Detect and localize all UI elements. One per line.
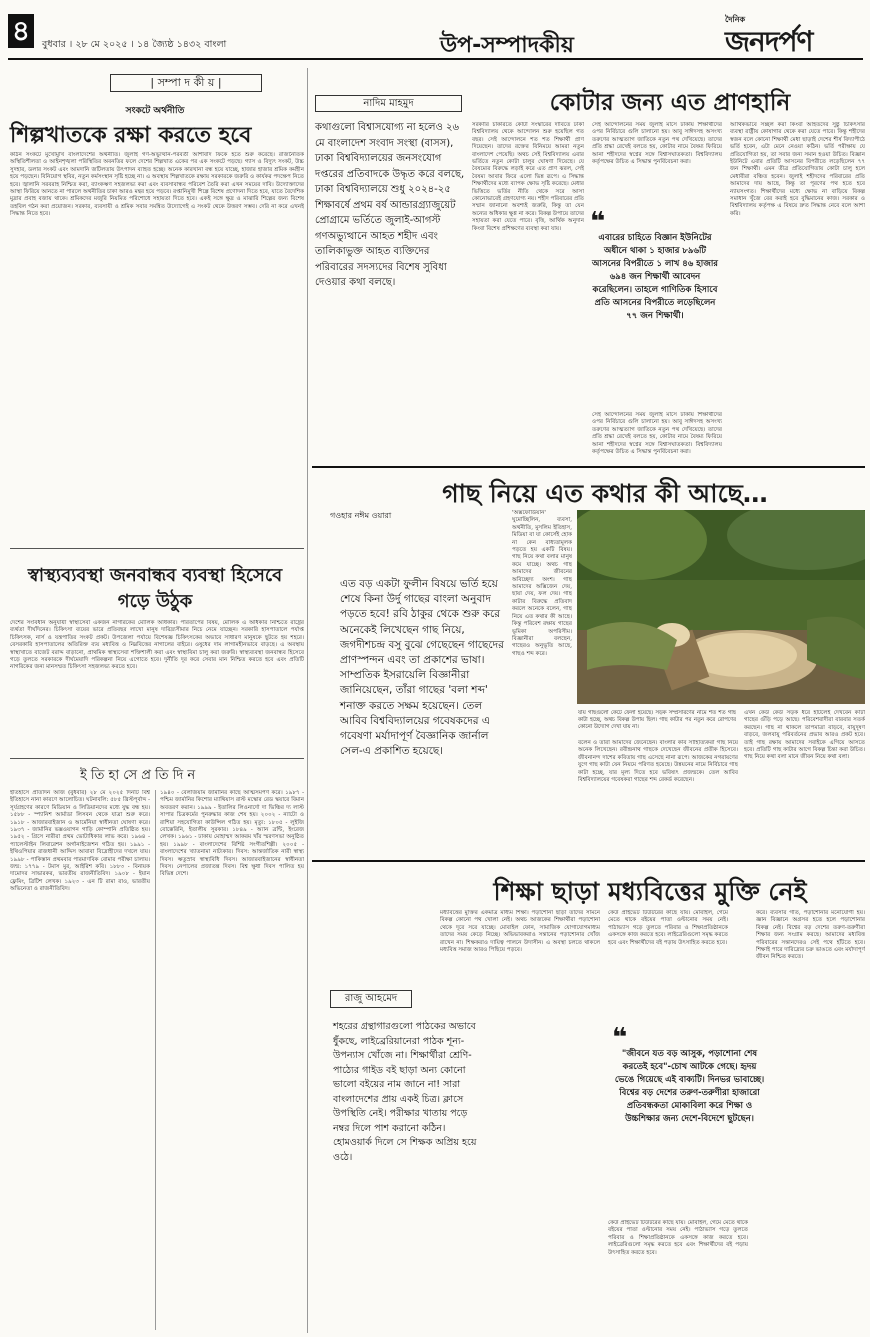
kotar-column-2-end: সেই আন্দোলনের সময় জুলাই মাসে ঢাকায় শিক্ষার্থীদের ওপর নির্বিচারে গুলি চালানো হয়। আবু সাঈদসহ অসংখ্য তরুণের আত্মত্যাগ জাতিকে নতুন পথ দেখিয়েছে। তাদের প্রতি শ্রদ্ধা রেখেই বলতে হয়, কোটার নামে বৈষম্য ফিরিয়ে আনা শহীদদের স্বপ্নের সঙ্গে বিশ্বাসঘাতকতা। বিশ্ববিদ্যালয় কর্তৃপক্ষের উচিত এ সিদ্ধান্ত পুনর্বিবেচনা করা। — [592, 412, 722, 456]
logo-main-text: জনদর্পণ — [725, 25, 813, 58]
kotar-headline: কোটার জন্য এত প্রাণহানি — [549, 90, 791, 116]
section-divider — [312, 860, 865, 862]
itihas-column-1: ইতিহাসে প্রতিদিন আজ (বুধবার) ২৮ মে ২০২৫ দিনটি বিশ্ব ইতিহাসে নানা কারণে আলোচিত। ঘটনাবলি: ৫৮৫ খ্রিস্টপূর্বাব্দ - সূর্যগ্রহণের কারণে মিডিয়ান ও লিডিয়ানদের মধ্যে যুদ্ধ বন্ধ হয়। ১৫৮৮ - স্প্যানিশ আর্মাডা লিসবন থেকে যাত্রা শুরু করে। ১৯১৮ - আজারবাইজান ও আর্মেনিয়া স্বাধীনতা ঘোষণা করে। ১৯৩৭ - জার্মানির ভক্সওয়াগন গাড়ি কোম্পানি প্রতিষ্ঠিত হয়। ১৯৫২ - গ্রিসে নারীরা প্রথম ভোটাধিকার লাভ করে। ১৯৬৪ - প্যালেস্টাইন লিবারেশন অর্গানাইজেশন গঠিত হয়। ১৯৯১ - ইথিওপিয়ার রাজধানী আদ্দিস আবাবা বিদ্রোহীদের দখলে যায়। ১৯৯৮ - পাকিস্তান প্রথমবার পারমাণবিক বোমার পরীক্ষা চালায়। জন্ম: ১৭৭৯ - টমাস মুর, আইরিশ কবি। ১৮৮৩ - বিনায়ক দামোদর সাভারকর, ভারতীয় রাজনীতিবিদ। ১৯০৮ - ইয়ান ফ্লেমিং, ব্রিটিশ লেখক। ১৯২৩ - এন টি রামা রাও, ভারতীয় অভিনেতা ও রাজনীতিবিদ। — [10, 790, 150, 893]
column-divider — [307, 68, 308, 1333]
logo-small-text: দৈনিক — [725, 15, 746, 24]
section-divider — [10, 758, 304, 759]
tree-photo — [577, 510, 865, 704]
masthead-logo — [725, 14, 863, 58]
editorial-kicker: সংকটে অর্থনীতি — [125, 106, 185, 116]
itihas-divider — [155, 790, 156, 1330]
shiksha-pullquote: শহরের গ্রন্থাগারগুলো পাঠকের অভাবে ধুঁকছে, লাইব্রেরিয়ানেরা পাঠক শূন্য-উপন্যাস খোঁজে না। শিক্ষার্থীরা শ্রেণি-পাঠ্যের গাইড বই ছাড়া অন্য কোনো ভালো বইয়ের নাম জানে না! সারা বাংলাদেশের প্রায় একই চিত্র। ক্লাসে উপস্থিতি নেই। পরীক্ষার খাতায় পড়ে নম্বর দিলে পাশ করানো কঠিন। হোমওয়ার্ক দিলে সে শিক্ষক অপ্রিয় হয়ে ওঠে। — [333, 1021, 477, 1163]
quote-mark-icon: ❝ — [590, 207, 606, 237]
editorial-body-1: কঠিন সংকটে মুখোমুখি বাংলাদেশের অর্থনীতি। জুলাই গণ-অভ্যুত্থান-পরবর্তী আশাবাদ ফিকে হতে শুরু করেছে। রাজনৈতিক অস্থিতিশীলতা ও আইনশৃঙ্খলা পরিস্থিতির অবনতির ফলে দেশের শিল্পখাত একের পর এক সংকটে পড়ছে। গ্যাস ও বিদ্যুৎ সংকট, উচ্চ সুদহার, ডলার সংকট এবং আমদানি জটিলতায় উৎপাদন ব্যাহত হচ্ছে। অনেক কারখানা বন্ধ হয়ে যাচ্ছে, হাজার হাজার শ্রমিক কর্মহীন হয়ে পড়ছেন। বিনিয়োগ স্থবির, নতুন কর্মসংস্থান সৃষ্টি হচ্ছে না। এ অবস্থায় শিল্পখাতকে রক্ষায় সরকারকে জরুরি ও কার্যকর পদক্ষেপ নিতে হবে। জ্বালানি সরবরাহ নিশ্চিত করা, ব্যাংকঋণ সহজলভ্য করা এবং ব্যবসাবান্ধব পরিবেশ তৈরি করা এখন সময়ের দাবি। উদ্যোক্তাদের আস্থা ফিরিয়ে আনতে না পারলে অর্থনীতির চাকা আরও মন্থর হয়ে পড়বে। রপ্তানিমুখী শিল্পে বিশেষ প্রণোদনা দিতে হবে, যাতে বৈদেশিক মুদ্রার প্রবাহ বজায় থাকে। শ্রমিকদের মজুরি নিয়মিত পরিশোধে সহায়তা দিতে হবে। একই সঙ্গে ক্ষুদ্র ও মাঝারি শিল্পের জন্য বিশেষ তহবিল গঠন করা প্রয়োজন। সরকার, ব্যবসায়ী ও শ্রমিক সবার সমন্বিত উদ্যোগেই এ সংকট থেকে উত্তরণ সম্ভব। দেরি না করে এখনই সিদ্ধান্ত নিতে হবে। — [10, 152, 304, 218]
kotar-column-3: আর্থিকভাবে সচ্ছল করা কিংবা আহতদের সুষ্ঠু চিকিৎসার ব্যবস্থা রাষ্ট্রীয় কোষাগার থেকে করা যেতে পারে। কিন্তু শহীদের স্বজন বলে কোনো শিক্ষার্থী মেধা ছাড়াই দেশের শীর্ষ বিদ্যাপীঠে ভর্তি হবেন, এটা মেনে নেওয়া কঠিন। ভর্তি পরীক্ষায় যে প্রতিযোগিতা হয়, তা সবার জন্য সমান হওয়া উচিত। বিজ্ঞান ইউনিটে এবার প্রতিটি আসনের বিপরীতে লড়েছিলেন ৭৭ জন শিক্ষার্থী। এমন তীব্র প্রতিযোগিতায় কোটা চালু হলে মেধাবীরা বঞ্চিত হবেন। জুলাই শহীদদের পরিবারের প্রতি আমাদের দায় আছে, কিন্তু তা পূরণের পথ হতে হবে ন্যায়সংগত। শিক্ষার্থীদের মধ্যে ক্ষোভ না বাড়িয়ে বিকল্প সমাধান খুঁজে বের করাই হবে বুদ্ধিমানের কাজ। সরকার ও বিশ্ববিদ্যালয় কর্তৃপক্ষ এ বিষয়ে দ্রুত সিদ্ধান্ত নেবে বলে আশা করি। — [730, 122, 865, 217]
itihas-column-2: ১৯৪০ - বেলজিয়াম জার্মানির কাছে আত্মসমর্পণ করে। ১৯৮৭ - পশ্চিম জার্মানির কিশোর ম্যাথিয়াস রাস্ট মস্কোর রেড স্কয়ারে বিমান অবতরণ করান। ১৯৯৯ - ইতালির লিওনার্দো দা ভিঞ্চির দ্য লাস্ট সাপার চিত্রকর্মের পুনরুদ্ধার কাজ শেষ হয়। ২০০২ - ন্যাটো ও রাশিয়া সহযোগিতা কাউন্সিল গঠিত হয়। মৃত্যু: ১৮০৫ - লুইজি বোক্কেরিনি, ইতালীয় সুরকার। ১৮৪৯ - অ্যান ব্রন্টি, ইংরেজ লেখক। ১৯৬১ - ঢাকায় মোহাম্মদ আকরম খাঁর স্মরণসভা অনুষ্ঠিত হয়। ১৯৯৮ - বাংলাদেশের বিশিষ্ট সংগীতশিল্পী। ২০০৫ - বাংলাদেশের খ্যাতনামা নাট্যকার। দিবস: আন্তর্জাতিক নারী স্বাস্থ্য দিবস। ঋতুস্রাব স্বাস্থ্যবিধি দিবস। আজারবাইজানের স্বাধীনতা দিবস। নেপালের প্রজাতন্ত্র দিবস। বিশ্ব ক্ষুধা দিবস পালিত হয় বিভিন্ন দেশে। — [160, 790, 304, 878]
kotar-column-2: সেই আন্দোলনের সময় জুলাই মাসে ঢাকায় শিক্ষার্থীদের ওপর নির্বিচারে গুলি চালানো হয়। আবু সাঈদসহ অসংখ্য তরুণের আত্মত্যাগ জাতিকে নতুন পথ দেখিয়েছে। তাদের প্রতি শ্রদ্ধা রেখেই বলতে হয়, কোটার নামে বৈষম্য ফিরিয়ে আনা শহীদদের স্বপ্নের সঙ্গে বিশ্বাসঘাতকতা। বিশ্ববিদ্যালয় কর্তৃপক্ষের উচিত এ সিদ্ধান্ত পুনর্বিবেচনা করা। — [592, 122, 722, 166]
kotar-column-1: সরকারি চাকরিতে কোটা সংস্কারের দাবিতে ঢাকা বিশ্ববিদ্যালয় থেকে আন্দোলন শুরু হয়েছিল গত বছর। সেই আন্দোলনে শত শত শিক্ষার্থী প্রাণ দিয়েছেন। তাদের রক্তের বিনিময়ে আমরা নতুন বাংলাদেশ পেয়েছি। অথচ সেই বিশ্ববিদ্যালয় এবার ভর্তিতে নতুন কোটা চালুর ঘোষণা দিয়েছে। যে বৈষম্যের বিরুদ্ধে লড়াই করে এত প্রাণ ঝরল, সেই বৈষম্য আবার ফিরে এলো ভিন্ন রূপে। এ সিদ্ধান্ত শিক্ষার্থীদের মধ্যে ব্যাপক ক্ষোভ সৃষ্টি করেছে। মেধার ভিত্তিতে ভর্তির নীতি থেকে সরে আসা কোনোভাবেই গ্রহণযোগ্য নয়। শহীদ পরিবারের প্রতি সম্মান জানানো অবশ্যই জরুরি, কিন্তু তা যেন অন্যের অধিকার ক্ষুণ্ণ না করে। বিকল্প উপায়ে তাদের সহায়তা করা যেতে পারে। বৃত্তি, আর্থিক অনুদান কিংবা বিশেষ প্রশিক্ষণের ব্যবস্থা করা যায়। — [472, 122, 584, 232]
gach-author: গওহার নঈম ওয়ারা — [330, 511, 392, 520]
shiksha-column-1: মধ্যবিত্তের মুক্তির একমাত্র মাধ্যম শিক্ষা। পড়াশোনা ছাড়া তাদের সামনে বিকল্প কোনো পথ খোলা নেই। অথচ আজকের শিক্ষার্থীরা পড়াশোনা থেকে দূরে সরে যাচ্ছে। মোবাইল ফোন, সামাজিক যোগাযোগমাধ্যম তাদের সময় কেড়ে নিচ্ছে। অভিভাবকরাও সন্তানের পড়াশোনার খোঁজ রাখেন না। শিক্ষকরাও দায়িত্ব পালনে উদাসীন। এ অবস্থা চলতে থাকলে মধ্যবিত্ত সমাজ আরও পিছিয়ে পড়বে। — [440, 910, 600, 954]
shiksha-column-2: কেউ প্রাইভেট টিউটরের কাছে যায়। মোবাইল, গেমে মেতে থাকে বইয়ের পাতা ওল্টানোর সময় নেই। পাঠাভ্যাস গড়ে তুলতে পরিবার ও শিক্ষাপ্রতিষ্ঠানকে একসঙ্গে কাজ করতে হবে। লাইব্রেরিগুলো সমৃদ্ধ করতে হবে এবং শিক্ষার্থীদের বই পড়ায় উৎসাহিত করতে হবে। — [608, 910, 728, 946]
header-rule — [8, 58, 863, 60]
section-title: উপ-সম্পাদকীয় — [440, 33, 574, 58]
gach-column-2: বলেন ও তারা আমাদের জেনেছেন। বাংলার কবি সাহিত্যিকরা গাছ নিয়ে অনেক লিখেছেন। রবীন্দ্রনাথ গাছকে দেখেছেন জীবনের প্রতীক হিসেবে। জীবনানন্দ দাশের কবিতায় গাছ এসেছে নানা রূপে। আজকের নগরায়ণের যুগে গাছ কাটা যেন নিয়মে পরিণত হয়েছে। উন্নয়নের নামে নির্বিচারে গাছ কাটা হচ্ছে, যার মূল্য দিতে হবে ভবিষ্যৎ প্রজন্মকে। তেল আবিব বিশ্ববিদ্যালয়ের গবেষকরা গাছের শব্দ রেকর্ড করেছেন। — [578, 740, 738, 784]
dateline: বুধবার । ২৮ মে ২০২৫ । ১৪ জ্যৈষ্ঠ ১৪৩২ বাংলা — [42, 39, 227, 50]
itihas-label: ই তি হা সে প্র তি দি ন — [80, 768, 196, 783]
kotar-author: নাদিম মাহমুদ — [315, 95, 462, 112]
shiksha-column-2-end: কেউ প্রাইভেট টিউটরের কাছে যায়। মোবাইল, গেমে মেতে থাকে বইয়ের পাতা ওল্টানোর সময় নেই। পাঠাভ্যাস গড়ে তুলতে পরিবার ও শিক্ষাপ্রতিষ্ঠানকে একসঙ্গে কাজ করতে হবে। লাইব্রেরিগুলো সমৃদ্ধ করতে হবে এবং শিক্ষার্থীদের বই পড়ায় উৎসাহিত করতে হবে। — [608, 1220, 748, 1256]
editorial-headline-1: শিল্পখাতকে রক্ষা করতে হবে — [10, 123, 252, 148]
gach-column-1: 'অক্সফোর্ডিয়ান' ঘুমোচ্ছিলিন, ব্যবসা, অর্থনীতি, মুসলিম ইতিহাস, মিডিয়া বা যা কোর্সেই হোক না কেন বাধ্যতামূলক পড়তে হয় একটি বিষয়। গাছ নিয়ে কথা বলার মানুষ কমে যাচ্ছে। অথচ গাছ আমাদের জীবনের অবিচ্ছেদ্য অংশ। গাছ আমাদের অক্সিজেন দেয়, ছায়া দেয়, ফল দেয়। গাছ কাটার বিরুদ্ধে প্রতিবাদ করলে অনেকে বলেন, গাছ নিয়ে এত কথার কী আছে। কিন্তু পরিবেশ রক্ষায় গাছের ভূমিকা অপরিসীম। বিজ্ঞানীরা বলছেন, গাছেরও অনুভূতি আছে, গাছও শব্দ করে। — [512, 510, 572, 657]
kotar-pullquote: কথাগুলো বিশ্বাসযোগ্য না হলেও ২৬ মে বাংলাদেশ সংবাদ সংস্থা (বাসস), ঢাকা বিশ্ববিদ্যালয়ের জনসংযোগ দপ্তরের প্রতিবাদকে উদ্ধৃত করে বলছে, ঢাকা বিশ্ববিদ্যালয়ে শুধু ২০২৪-২৫ শিক্ষাবর্ষে প্রথম বর্ষ আন্ডারগ্র্যাজুয়েট প্রোগ্রামে ভর্তিতে জুলাই-আগস্ট গণঅভ্যুত্থানে আহত শহীদ এবং তালিকাভুক্ত আহত ব্যক্তিদের পরিবারের সদস্যদের বিশেষ সুবিধা দেওয়ার কথা বলছে। — [315, 122, 465, 288]
shiksha-author: রাজু আহমেদ — [330, 990, 412, 1008]
gach-column-3: এখন কেউ কেউ সড়ক ধরে হাঁটলেই দেখবেন কাটা গাছের গুঁড়ি পড়ে আছে। পরিবেশবাদীরা বারবার সতর্ক করছেন। গাছ না থাকলে তাপমাত্রা বাড়বে, বায়ুদূষণ বাড়বে, জলবায়ু পরিবর্তনের প্রভাব আরও প্রকট হবে। তাই গাছ রক্ষায় আমাদের সবাইকে এগিয়ে আসতে হবে। প্রতিটি গাছ কাটার আগে বিকল্প চিন্তা করা উচিত। গাছ নিয়ে কথা বলা মানে জীবন নিয়ে কথা বলা। — [744, 710, 865, 761]
tree-stump-illustration — [577, 510, 865, 704]
kotar-quote: এবারের চাহিতে বিজ্ঞান ইউনিটের অধীনে থাকা ১ হাজার ৮৯৬টি আসনের বিপরীতে ১ লাখ ৪৬ হাজার ৬৯৪ জন শিক্ষার্থী আবেদন করেছিলেন। তাহলে গাণিতিক হিসাবে প্রতি আসনের বিপরীতে লড়েছিলেন ৭৭ জন শিক্ষার্থী। — [592, 233, 718, 321]
section-divider — [10, 548, 304, 549]
gach-photo-caption: যায় গাছগুলো কেটে ফেলা হয়েছে। সড়ক সম্প্রসারণের নামে শত শত গাছ কাটা হচ্ছে, অথচ বিকল্প উপায় ছিল। গাছ কাটার পর নতুন করে রোপণের কোনো উদ্যোগ দেখা যায় না। — [578, 710, 736, 731]
editorial-label: | সম্পা দ কী য় | — [110, 74, 262, 92]
quote-mark-icon: ❝ — [612, 1023, 628, 1053]
kotar-quote-box — [590, 207, 720, 323]
shiksha-quote-box — [612, 1023, 767, 1126]
section-divider — [312, 466, 865, 468]
shiksha-headline: শিক্ষা ছাড়া মধ্যবিত্তের মুক্তি নেই — [493, 877, 807, 906]
page-number: ৪ — [8, 14, 34, 48]
editorial-body-2: দেশের সংবিধান অনুযায়ী স্বাস্থ্যসেবা একজন নাগরিকের মৌলিক অধিকার। পরিতাপের বিষয়, মৌলিক এ অধিকার নিশ্চিতে রাষ্ট্রের ব্যর্থতা দীর্ঘদিনের। চিকিৎসা ব্যয়ের ভারে প্রতিবছর লাখো মানুষ দারিদ্র্যসীমার নিচে নেমে যাচ্ছেন। সরকারি হাসপাতালে পর্যাপ্ত চিকিৎসক, নার্স ও যন্ত্রপাতির সংকট প্রকট। উপজেলা পর্যায়ে বিশেষজ্ঞ চিকিৎসকের অভাবে সাধারণ মানুষকে ছুটতে হয় শহরে। বেসরকারি হাসপাতালের অতিরিক্ত ব্যয় মধ্যবিত্ত ও নিম্নবিত্তের নাগালের বাইরে। ওষুধের দাম লাগামহীনভাবে বাড়ছে। এ অবস্থায় স্বাস্থ্যখাতে বাজেট বরাদ্দ বাড়ানো, প্রাথমিক স্বাস্থ্যসেবা শক্তিশালী করা এবং স্বাস্থ্যবিমা চালু করা জরুরি। স্বাস্থ্যব্যবস্থা জনবান্ধব হিসেবে গড়ে তুলতে সরকারকে দীর্ঘমেয়াদি পরিকল্পনা নিয়ে এগোতে হবে। দুর্নীতি দূর করে সেবার মান নিশ্চিত করতে হবে এবং প্রতিটি নাগরিকের জন্য মানসম্মত চিকিৎসা সহজলভ্য করতে হবে। — [10, 620, 304, 671]
gach-headline: গাছ নিয়ে এত কথার কী আছে… — [442, 479, 768, 508]
editorial-headline-2: স্বাস্থ্যব্যবস্থা জনবান্ধব ব্যবস্থা হিসেবে গড়ে উঠুক — [27, 565, 283, 612]
shiksha-quote: "জীবনে যত বড় আসুক, পড়াশোনা শেষ করতেই হবে"-চোখ আটকে গেছে। হৃদয় ভেঙে গিয়েছে এই বাক্যটি। দিনভর ভাবাচ্ছে। বিশ্বের বড় দেশের তরুণ-তরুণীরা হাজারো প্রতিবন্ধকতা মোকাবিলা করে শিক্ষা ও উচ্চশিক্ষার জন্য দেশে-বিদেশে ছুটছেন। — [614, 1049, 765, 1124]
gach-pullquote: এত বড় একটা ফুলীন বিষয়ে ভর্তি হয়ে শেষে কিনা উর্দু গাছের বাংলা অনুবাদ পড়তে হবে! রবি ঠাকুর থেকে শুরু করে অনেকেই লিখেছেন গাছ নিয়ে, জগদীশচন্দ্র বসু বুঝে গেছেছেন গাছেদের প্রাণস্পন্দন এবং তা প্রকাশের ভাষা। সাম্প্রতিক ইসরায়েলি বিজ্ঞানীরা জানিয়েছেন, তাঁরা গাছের 'বলা শব্দ' শনাক্ত করতে সক্ষম হয়েছেন। তেল আবিব বিশ্ববিদ্যালয়ের গবেষকদের এ গবেষণা মর্যাদাপূর্ণ বৈজ্ঞানিক জার্নাল সেল-এ প্রকাশিত হয়েছে। — [340, 578, 504, 758]
shiksha-column-3: করে। ব্যবসার গতি, পড়াশোনার মনোযোগী হয়। জ্ঞান বিজ্ঞানে অগ্রসর হতে হলে পড়াশোনার বিকল্প নেই। বিশ্বের বড় দেশের তরুণ-তরুণীরা শিক্ষার জন্য সংগ্রাম করছে। আমাদের মধ্যবিত্ত পরিবারের সন্তানদেরও সেই পথে হাঁটতে হবে। শিক্ষাই পারে দারিদ্র্যের চক্র ভাঙতে এবং মর্যাদাপূর্ণ জীবন নিশ্চিত করতে। — [756, 910, 865, 961]
